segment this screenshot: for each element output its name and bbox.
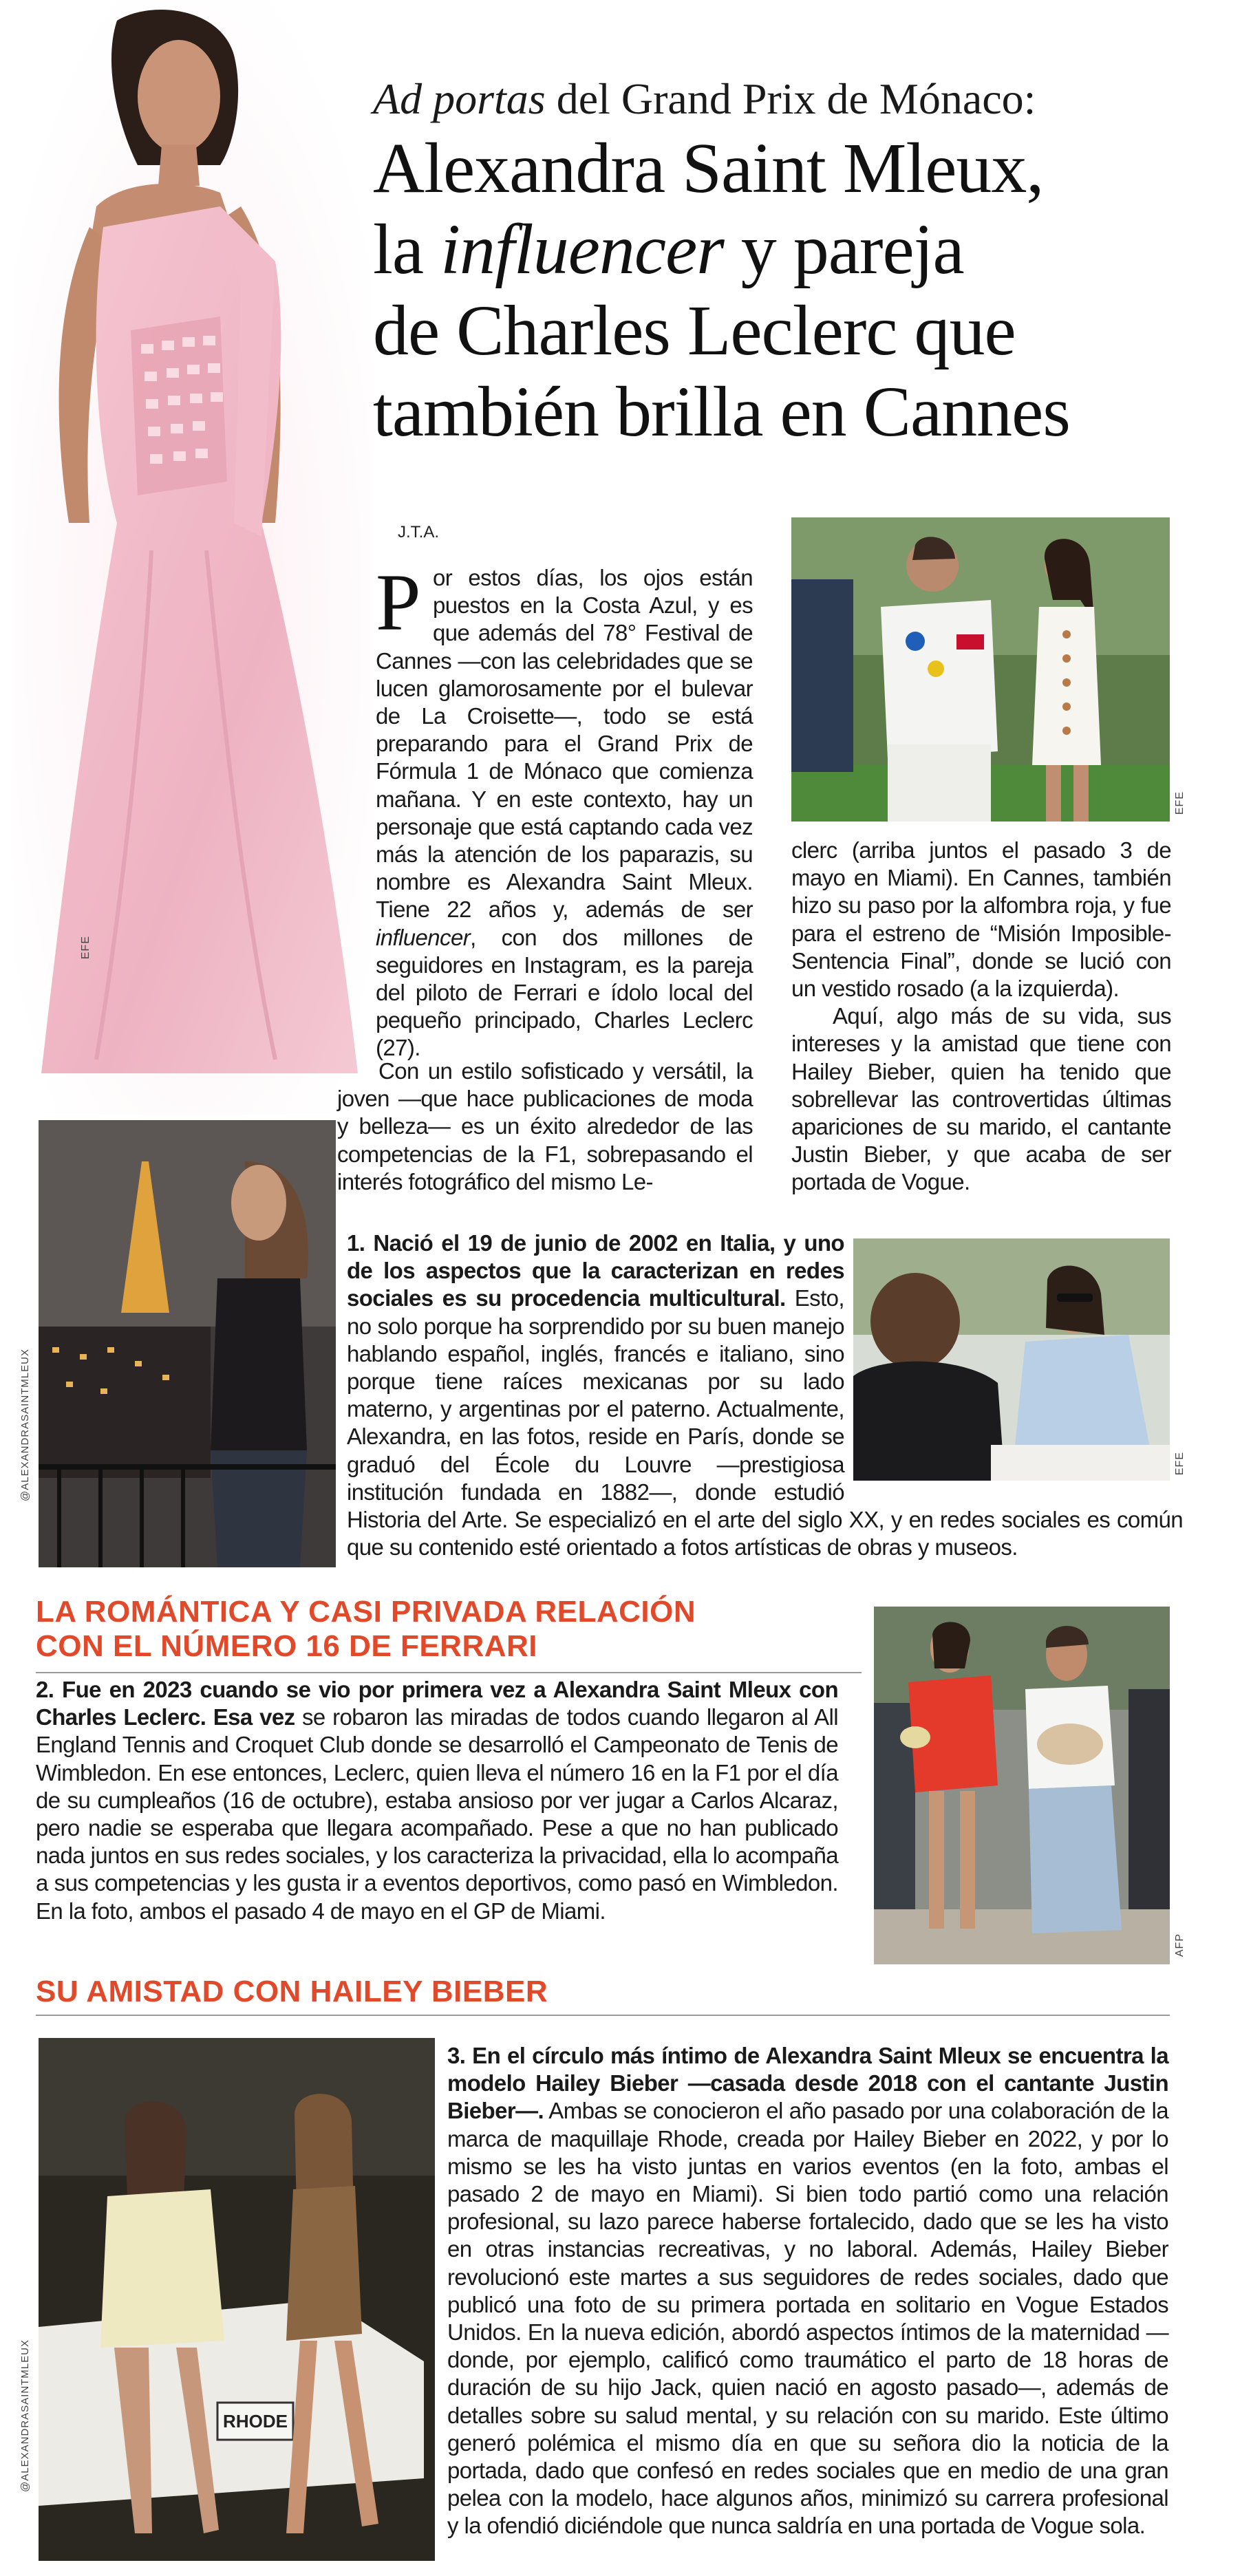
item-1-text-wrap — [347, 1230, 1183, 1561]
photo-credit-cafe: EFE — [1174, 1452, 1186, 1476]
section-2-title: LA ROMÁNTICA Y CASI PRIVADA RELACIÓN CON EL NÚMERO 16 DE FERRARI — [36, 1595, 696, 1663]
section-3-paragraph: 3. En el círculo más íntimo de Alexandra Saint Mleux se encuentra la modelo Hailey Bieber —casada desde 2018 con el cantante Justin Bieber—. Ambas se conocieron el año pasado por una colaboración de la marca de maquillaje Rhode, creada por Hailey Bieber en 2022, y por lo mismo se les ha visto juntas en varios eventos (en la foto, ambas el pasado 2 de mayo en Miami). Si bien todo partió como una relación profesional, su lazo parece haberse fortalecido, dado que se les ha visto en otras instancias recreativas, y no laboral. Además, Hailey Bieber revolucionó este martes a sus seguidores de redes sociales, dado que publicó una foto de su primera portada en solitario en Vogue Estados Unidos. En la nueva edición, abordó aspectos íntimos de la maternidad —donde, por ejemplo, calificó como traumático el parto de 18 horas de duración de su hijo Jack, quien nació en agosto pasado—, además de detalles sobre su salud mental, y su relación con su marido. Este último generó polémica el mismo día en que su señora dio la noticia de la portada, dado que confesó en redes sociales que en medio de una gran pelea con la modelo, hace algunos años, minimizó su carrera profesional y la ofendió diciéndole que nunca saldría en una portada de Vogue sola. — [447, 2043, 1168, 2539]
item-1-paragraph: 1. Nació el 19 de junio de 2002 en Italia, y uno de los aspectos que la caracterizan en redes sociales es su procedencia multicultural. Esto, no solo porque ha sorprendido por su buen manejo hablando español, inglés, francés e italiano, sino porque tiene raíces mexicanas por su lado materno, y argentinas por el paterno. Actualmente, Alexandra, en las fotos, reside en París, donde se graduó del École du Louvre —prestigiosa institución fundada en 1882—, donde estudió Historia del Arte. Se especializó en el arte del siglo XX, y en redes sociales es común que su contenido esté orientado a fotos artísticas de obras y museos. — [347, 1230, 1183, 1560]
section-2-lead: 2. Fue en 2023 cuando se vio por primera vez a Alexandra Saint Mleux con Charles Leclerc. Esa vez — [36, 1677, 838, 1730]
section-2-paragraph: 2. Fue en 2023 cuando se vio por primera vez a Alexandra Saint Mleux con Charles Leclerc. Esa vez se robaron las miradas de todos cuando llegaron al All England Tennis and Croquet Club donde se desarrolló el Campeonato de Tenis de Wimbledon. En ese entonces, Leclerc, quien lleva el número 16 en la F1 por el día de su cumpleaños (16 de octubre), estaba ansioso por ver jugar a Carlos Alcaraz, pero nadie se esperaba que llegara acompañado. Pese a que no han publicado nada juntos en sus redes sociales, y los caracteriza la privacidad, ella lo acompaña a sus competencias y les gusta ir a eventos deportivos, como pasó en Wimbledon. En la foto, ambos el pasado 4 de mayo en el GP de Miami. — [36, 1677, 838, 1924]
intro-paragraph-4: Aquí, algo más de su vida, sus intereses y la amistad que tiene con Hailey Bieber, quien ha tenido que sobrellevar las controvertidas últimas apariciones de su marido, el cantante Justin Bieber, y que acaba de ser portada de Vogue. — [791, 1003, 1171, 1195]
section-3-lead: 3. En el círculo más íntimo de Alexandra Saint Mleux se encuentra la modelo Hailey Bieber —casada desde 2018 con el cantante Justin Bieber—. — [447, 2043, 1168, 2124]
photo-credit-hailey: @ALEXANDRASAINTMLEUX — [19, 2339, 31, 2492]
intro-column-2 — [791, 837, 1171, 1196]
intro-paragraph-3: clerc (arriba juntos el pasado 3 de mayo en Miami). En Cannes, también hizo su paso por la alfombra roja, y fue para el estreno de “Misión Imposible-Sentencia Final”, donde se lució con un vestido rosado (a la izquierda). — [791, 837, 1171, 1002]
dropcap: P — [376, 557, 421, 647]
car-plate-text: RHODE — [223, 2411, 288, 2432]
intro-column-1 — [376, 557, 753, 1062]
photo-credit-eiffel: @ALEXANDRASAINTMLEUX — [19, 1349, 31, 1501]
section-2-rule — [36, 1672, 862, 1673]
photo-hailey-and-alexandra — [39, 2038, 435, 2561]
photo-leclerc-miami — [791, 517, 1170, 822]
headline-line-2: la influencer y pareja — [373, 210, 964, 289]
photo-eiffel-balcony — [39, 1120, 336, 1567]
kicker — [373, 74, 1226, 124]
section-3-text — [447, 2042, 1168, 2540]
kicker-italic: Ad portas — [373, 74, 546, 123]
intro-paragraph-2: Con un estilo sofisticado y versátil, la joven —que hace publicaciones de moda y belleza— es un éxito alrededor de las competencias de la F1, sobrepasando el interés fotográfico del mismo Le- — [337, 1058, 753, 1194]
item-1-lead: 1. Nació el 19 de junio de 2002 en Italia, y uno de los aspectos que la caracterizan en redes sociales es su procedencia multicultural. — [347, 1230, 844, 1311]
headline — [373, 128, 1240, 453]
headline-line-3: de Charles Leclerc que — [373, 291, 1016, 370]
kicker-rest: del Grand Prix de Mónaco: — [545, 74, 1036, 123]
section-2-text — [36, 1676, 838, 1925]
headline-line-1: Alexandra Saint Mleux, — [373, 129, 1044, 208]
photo-pink-gown — [14, 0, 372, 1115]
photo-credit-leclerc: EFE — [1174, 791, 1186, 815]
section-3-title: SU AMISTAD CON HAILEY BIEBER — [36, 1975, 548, 2008]
photo-couple-with-dog — [874, 1607, 1170, 1964]
headline-line-4: también brilla en Cannes — [373, 372, 1070, 451]
intro-column-1-cont — [337, 1058, 753, 1196]
photo-credit-couple: AFP — [1174, 1933, 1186, 1957]
byline: J.T.A. — [398, 523, 440, 541]
section-3-rule — [36, 2015, 1170, 2016]
intro-paragraph-1: Por estos días, los ojos están puestos en la Costa Azul, y es que además del 78° Festival de Cannes —con las celebridades que se lucen glamorosamente por el bulevar de La Croisette—, todo se está preparando para el Grand Prix de Fórmula 1 de Mónaco que comienza mañana. Y en este contexto, hay un personaje que está captando cada vez más la atención de los paparazis, su nombre es Alexandra Saint Mleux. Tiene 22 años y, además de ser influencer, con dos millones de seguidores en Instagram, es la pareja del piloto de Ferrari e ídolo local del pequeño principado, Charles Leclerc (27). — [376, 557, 753, 1061]
photo-credit-main: EFE — [80, 936, 92, 960]
item-1-photo-gap — [844, 1230, 1183, 1485]
